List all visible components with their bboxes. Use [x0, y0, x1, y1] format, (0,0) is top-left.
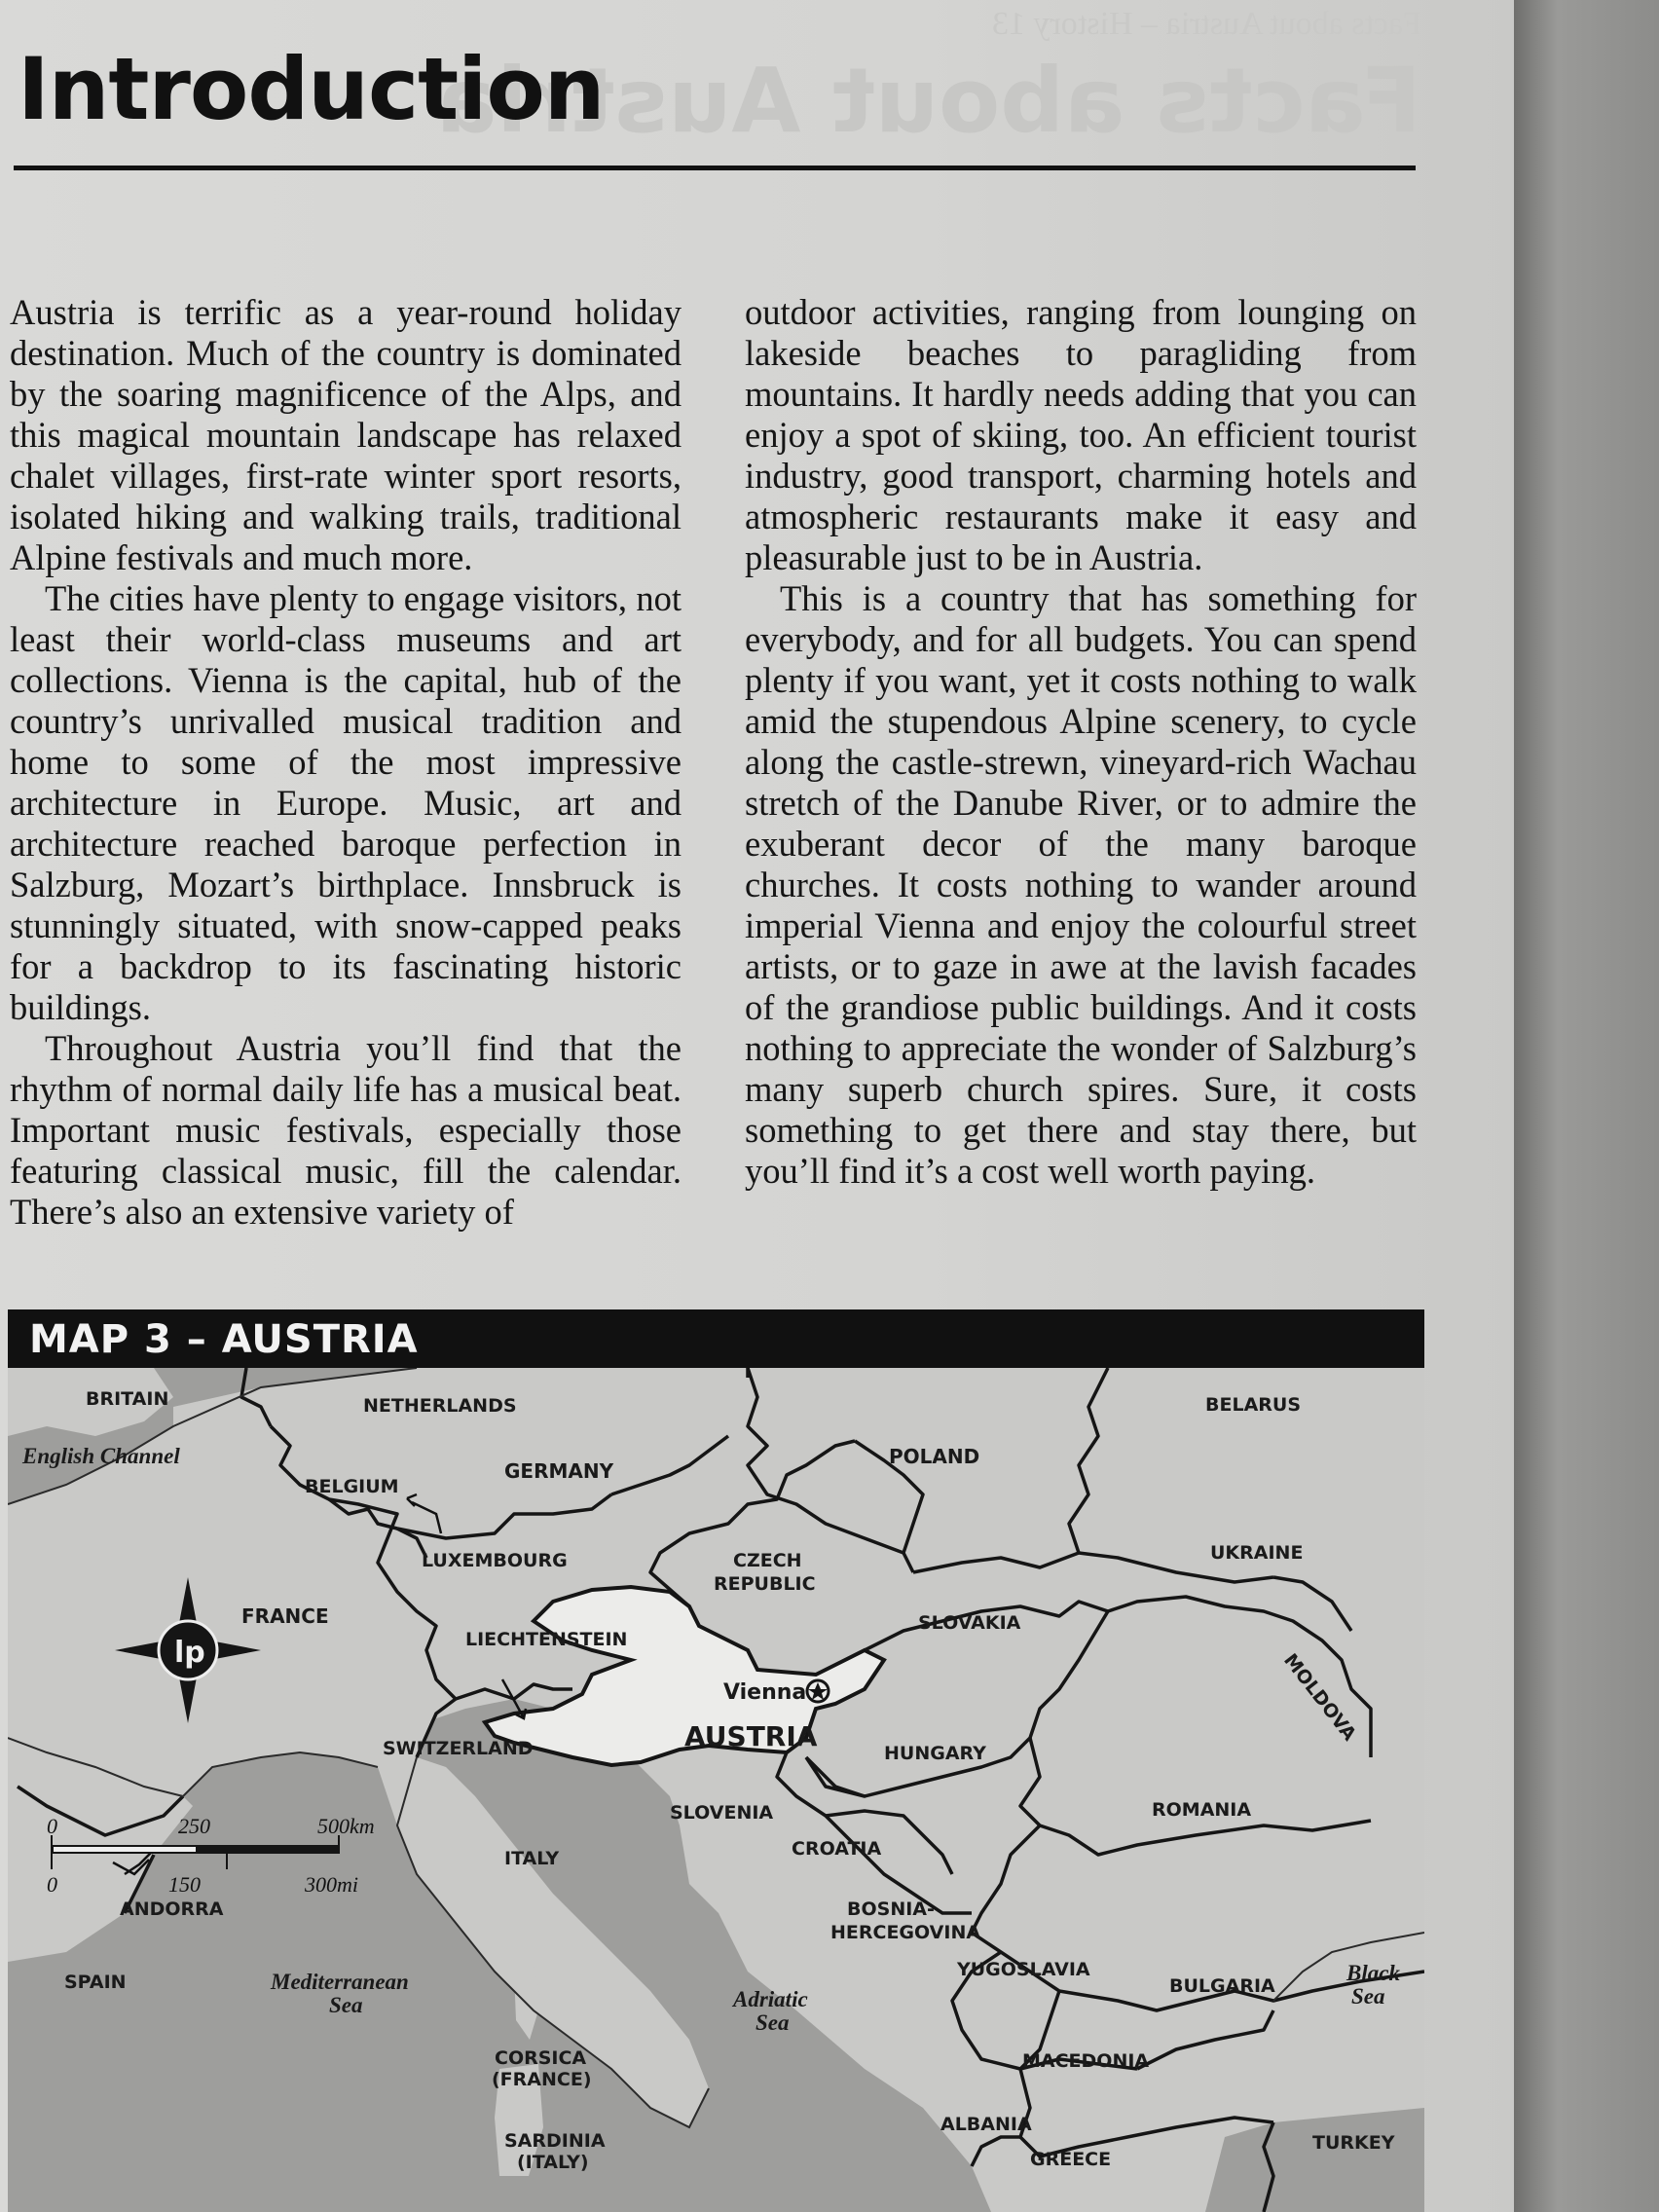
label-mediterranean-2: Sea [329, 1993, 363, 2017]
land-masses [8, 1368, 1424, 2212]
label-france: FRANCE [241, 1604, 329, 1628]
label-turkey: TURKEY [1312, 2132, 1395, 2154]
scale-mi-0: 0 [47, 1872, 57, 1897]
book-page-edge [1514, 0, 1659, 2212]
title-rule [14, 166, 1416, 170]
label-adriatic-2: Sea [756, 2010, 790, 2035]
left-column [10, 292, 682, 1233]
paragraph: Austria is terrific as a year-round holiday destination. Much of the country is dominated by the soaring magnificence of the Alps, and this magical mountain landscape has relaxed chalet villages, first-rate winter sport resorts, isolated hiking and walking trails, traditional Alpine festivals and much more. [10, 292, 682, 577]
scale-km-mid: 250 [178, 1814, 210, 1838]
label-britain: BRITAIN [86, 1388, 169, 1410]
label-switzerland: SWITZERLAND [383, 1738, 534, 1759]
label-czech-1: CZECH [733, 1550, 802, 1571]
label-mediterranean-1: Mediterranean [271, 1970, 409, 1994]
map-drawing [8, 1368, 1424, 2212]
paragraph: Throughout Austria you’ll find that the rhythm of normal daily life has a musical beat. Important music festivals, especially those featuring classical music, fill the calendar. There’s also an extensive variety of [10, 1028, 682, 1232]
label-belgium: BELGIUM [305, 1476, 399, 1497]
label-bosnia-1: BOSNIA- [847, 1899, 935, 1920]
paragraph: outdoor activities, ranging from lounging on lakeside beaches to paragliding from mountains. It hardly needs adding that you can enjoy a spot of skiing, too. An efficient tourist industry, good transport, charming hotels and atmospheric restaurants make it easy and pleasurable just to be in Austria. [745, 292, 1417, 577]
label-sardinia-1: SARDINIA [504, 2130, 606, 2152]
paragraph: This is a country that has something for everybody, and for all budgets. You can spend plenty if you want, yet it costs nothing to walk amid the stupendous Alpine scenery, to cycle along the castle-strewn, vineyard-rich Wachau stretch of the Danube River, or to admire the exuberant decor of the many baroque churches. It costs nothing to wander around imperial Vienna and enjoy the colourful street artists, or to gaze in awe at the lavish facades of the grandiose public buildings. And it costs nothing to appreciate the wonder of Salzburg’s many superb church spires. Sure, it costs something to get there and stay there, but you’ll find it’s a cost well worth paying. [745, 578, 1417, 1191]
label-poland: POLAND [889, 1445, 980, 1468]
label-luxembourg: LUXEMBOURG [422, 1550, 568, 1571]
map-header-bar [8, 1309, 1424, 1368]
label-macedonia: MACEDONIA [1022, 2050, 1150, 2072]
austria-map [8, 1309, 1424, 2212]
label-netherlands: NETHERLANDS [363, 1395, 517, 1417]
scale-km-max: 500km [317, 1814, 375, 1838]
label-austria: AUSTRIA [684, 1720, 818, 1752]
scale-mi-mid: 150 [168, 1872, 201, 1897]
lp-logo: lp [174, 1636, 205, 1670]
label-moldova: MOLDOVA [1279, 1649, 1361, 1746]
continental-europe [8, 1368, 1424, 2212]
label-hungary: HUNGARY [884, 1743, 986, 1764]
label-bulgaria: BULGARIA [1169, 1975, 1275, 1997]
label-yugoslavia: YUGOSLAVIA [957, 1959, 1090, 1980]
label-belarus: BELARUS [1205, 1394, 1302, 1416]
label-sardinia-2: (ITALY) [517, 2152, 589, 2173]
label-croatia: CROATIA [792, 1838, 882, 1860]
right-column [745, 292, 1417, 1192]
scale-km-0: 0 [47, 1814, 57, 1838]
bleed-through-running-header: Facts about Austria – History 13 [991, 6, 1421, 42]
label-romania: ROMANIA [1152, 1799, 1252, 1821]
label-spain: SPAIN [64, 1972, 127, 1993]
bleed-through-title: Facts about Austria [436, 49, 1421, 153]
scale-mi-max: 300mi [305, 1872, 358, 1897]
label-corsica-2: (FRANCE) [492, 2069, 592, 2090]
label-corsica-1: CORSICA [495, 2047, 587, 2069]
vienna-capital-icon [807, 1680, 829, 1702]
label-albania: ALBANIA [940, 2114, 1032, 2135]
label-vienna: Vienna [723, 1680, 807, 1705]
label-english-channel: English Channel [22, 1444, 180, 1468]
label-liechtenstein: LIECHTENSTEIN [465, 1629, 628, 1650]
page-title: Introduction [18, 39, 605, 139]
label-germany: GERMANY [504, 1459, 614, 1483]
label-black-1: Black [1346, 1961, 1400, 1985]
label-slovenia: SLOVENIA [670, 1802, 774, 1824]
label-czech-2: REPUBLIC [714, 1573, 816, 1595]
label-ukraine: UKRAINE [1210, 1542, 1304, 1564]
label-adriatic-1: Adriatic [733, 1987, 808, 2011]
label-black-2: Sea [1351, 1984, 1385, 2009]
paragraph: The cities have plenty to engage visitors, not least their world-class museums and art collections. Vienna is the capital, hub of the country’s unrivalled musical tradition and home to some of the most impressive architecture in Europe. Music, art and architecture reached baroque perfection in Salzburg, Mozart’s birthplace. Innsbruck is stunningly situated, with snow-capped peaks for a backdrop to its fascinating historic buildings. [10, 578, 682, 1027]
label-italy: ITALY [504, 1848, 560, 1869]
label-greece: GREECE [1030, 2149, 1112, 2170]
label-slovakia: SLOVAKIA [918, 1612, 1021, 1634]
label-andorra: ANDORRA [120, 1899, 224, 1920]
map-title: MAP 3 – AUSTRIA [29, 1317, 419, 1362]
label-bosnia-2: HERCEGOVINA [830, 1922, 981, 1943]
